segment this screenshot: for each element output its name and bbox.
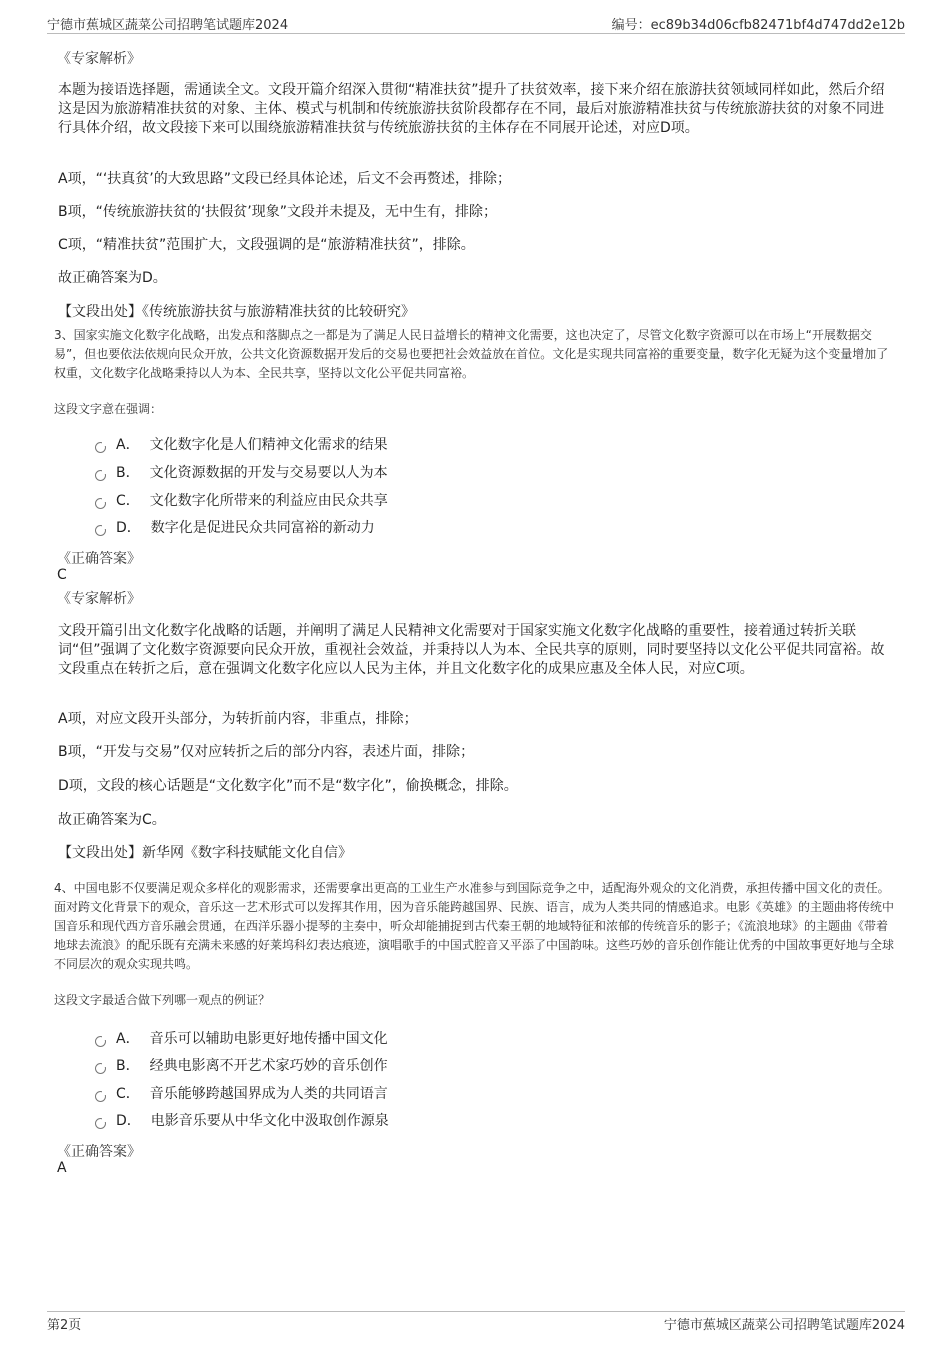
q4-question: 这段文字最适合做下列哪一观点的例证？ (54, 993, 271, 1007)
header-title: 宁德市蕉城区蔬菜公司招聘笔试题库2024 (47, 18, 289, 33)
q3-analysis-text: 文段开篇引出文化数字化战略的话题，并阐明了满足人民精神文化需要对于国家实施文化数字化战略的重要性，接着通过转折关联词“但”强调了文化数字资源要向民众开放，重视社会效益，并秉持以人为本、全民共享的原则，同时要坚持以文化公平促共同富裕。故文段重点在转折之后，意在强调文化数字化应以人民为主体，并且文化数字化的成果应惠及全体人民，对应C项。 (58, 623, 885, 677)
page-number: 第2页 (47, 1318, 82, 1333)
q2-option-b-analysis: B项，“传统旅游扶贫的‘扶假贫’现象”文段并未提及，无中生有，排除； (58, 204, 498, 220)
option-text: 音乐能够跨越国界成为人类的共同语言 (149, 1086, 388, 1102)
option-text: 文化数字化所带来的利益应由民众共享 (149, 493, 388, 509)
radio-icon[interactable] (95, 1091, 106, 1102)
q4-option-d[interactable] (95, 1110, 389, 1130)
radio-icon[interactable] (95, 1118, 106, 1129)
option-letter: C． (116, 1086, 140, 1102)
q2-source: 【文段出处】《传统旅游扶贫与旅游精准扶贫的比较研究》 (58, 304, 415, 320)
q4-option-b[interactable] (95, 1055, 388, 1075)
option-text: 文化资源数据的开发与交易要以人为本 (149, 465, 388, 481)
option-letter: C． (116, 493, 140, 509)
q2-option-c-analysis: C项，“精准扶贫”范围扩大，文段强调的是“旅游精准扶贫”，排除。 (58, 237, 475, 253)
header-doc-id: 编号：ec89b34d06cfb82471bf4d747dd2e12b (611, 18, 905, 33)
footer-title: 宁德市蕉城区蔬菜公司招聘笔试题库2024 (663, 1318, 905, 1333)
footer-divider (47, 1311, 905, 1312)
q4-option-c[interactable] (95, 1083, 388, 1103)
q3-option-a[interactable] (95, 434, 388, 454)
option-letter: B． (116, 465, 140, 481)
option-text: 电影音乐要从中华文化中汲取创作源泉 (150, 1113, 389, 1129)
q3-source: 【文段出处】新华网《数字科技赋能文化自信》 (58, 845, 352, 861)
q2-option-a-analysis: A项，“‘扶真贫’的大致思路”文段已经具体论述，后文不会再赘述，排除； (58, 171, 511, 187)
q2-analysis-label: 《专家解析》 (57, 51, 141, 67)
radio-icon[interactable] (95, 1036, 106, 1047)
option-text: 音乐可以辅助电影更好地传播中国文化 (149, 1031, 388, 1047)
q3-answer-label: 《正确答案》 (57, 551, 141, 567)
q2-conclusion: 故正确答案为D。 (58, 270, 167, 286)
q3-option-c[interactable] (95, 490, 388, 510)
option-letter: A． (116, 437, 140, 453)
radio-icon[interactable] (95, 525, 106, 536)
q4-option-a[interactable] (95, 1028, 388, 1048)
radio-icon[interactable] (95, 498, 106, 509)
q3-option-d[interactable] (95, 517, 375, 537)
radio-icon[interactable] (95, 442, 106, 453)
option-letter: D． (116, 1113, 141, 1129)
q3-option-a-analysis: A项，对应文段开头部分，为转折前内容，非重点，排除； (58, 711, 418, 727)
q3-option-d-analysis: D项，文段的核心话题是“文化数字化”而不是“数字化”，偷换概念，排除。 (58, 778, 518, 794)
radio-icon[interactable] (95, 470, 106, 481)
q3-stem: 3、国家实施文化数字化战略，出发点和落脚点之一都是为了满足人民日益增长的精神文化需要，这也决定了，尽管文化数字资源可以在市场上“开展数据交易”，但也要依法依规向民众开放，公共文化资源数据开发后的交易也要把社会效益放在首位。文化是实现共同富裕的重要变量，数字化无疑为这个变量增加了权重，文化数字化战略秉持以人为本、全民共享，坚持以文化公平促共同富裕。 (54, 328, 889, 380)
q3-option-b[interactable] (95, 462, 388, 482)
option-text: 文化数字化是人们精神文化需求的结果 (149, 437, 388, 453)
header-divider (47, 33, 905, 34)
option-letter: D． (116, 520, 141, 536)
radio-icon[interactable] (95, 1063, 106, 1074)
option-text: 经典电影离不开艺术家巧妙的音乐创作 (149, 1058, 388, 1074)
q2-analysis-text: 本题为接语选择题，需通读全文。文段开篇介绍深入贯彻“精准扶贫”提升了扶贫效率，接下来介绍在旅游扶贫领域同样如此，然后介绍这是因为旅游精准扶贫的对象、主体、模式与机制和传统旅游扶贫阶段都存在不同，最后对旅游精准扶贫与传统旅游扶贫的对象不同进行具体介绍，故文段接下来可以围绕旅游精准扶贫与传统旅游扶贫的主体存在不同展开论述，对应D项。 (58, 82, 885, 136)
q3-option-b-analysis: B项，“开发与交易”仅对应转折之后的部分内容，表述片面，排除； (58, 744, 475, 760)
q4-answer: A (57, 1160, 67, 1176)
q3-question: 这段文字意在强调： (54, 402, 163, 416)
option-letter: B． (116, 1058, 140, 1074)
option-letter: A． (116, 1031, 140, 1047)
q3-conclusion: 故正确答案为C。 (58, 812, 166, 828)
q3-analysis-label: 《专家解析》 (57, 591, 141, 607)
option-text: 数字化是促进民众共同富裕的新动力 (150, 520, 375, 536)
q4-stem: 4、中国电影不仅要满足观众多样化的观影需求，还需要拿出更高的工业生产水准参与到国际竞争之中，适配海外观众的文化消费，承担传播中国文化的责任。面对跨文化背景下的观众，音乐这一艺术形式可以发挥其作用，因为音乐能跨越国界、民族、语言，成为人类共同的情感追求。电影《英雄》的主题曲将传统中国音乐和现代西方音乐融会贯通，在西洋乐器小提琴的主奏中，听众却能捕捉到古代秦王朝的地域特征和浓郁的传统音乐的影子；《流浪地球》的主题曲《带着地球去流浪》的配乐既有充满未来感的好莱坞科幻表达痕迹，演唱歌手的中国式腔音又平添了中国韵味。这些巧妙的音乐创作能让优秀的中国故事更好地与全球不同层次的观众实现共鸣。 (54, 881, 895, 971)
q4-answer-label: 《正确答案》 (57, 1144, 141, 1160)
q3-answer: C (57, 567, 67, 583)
